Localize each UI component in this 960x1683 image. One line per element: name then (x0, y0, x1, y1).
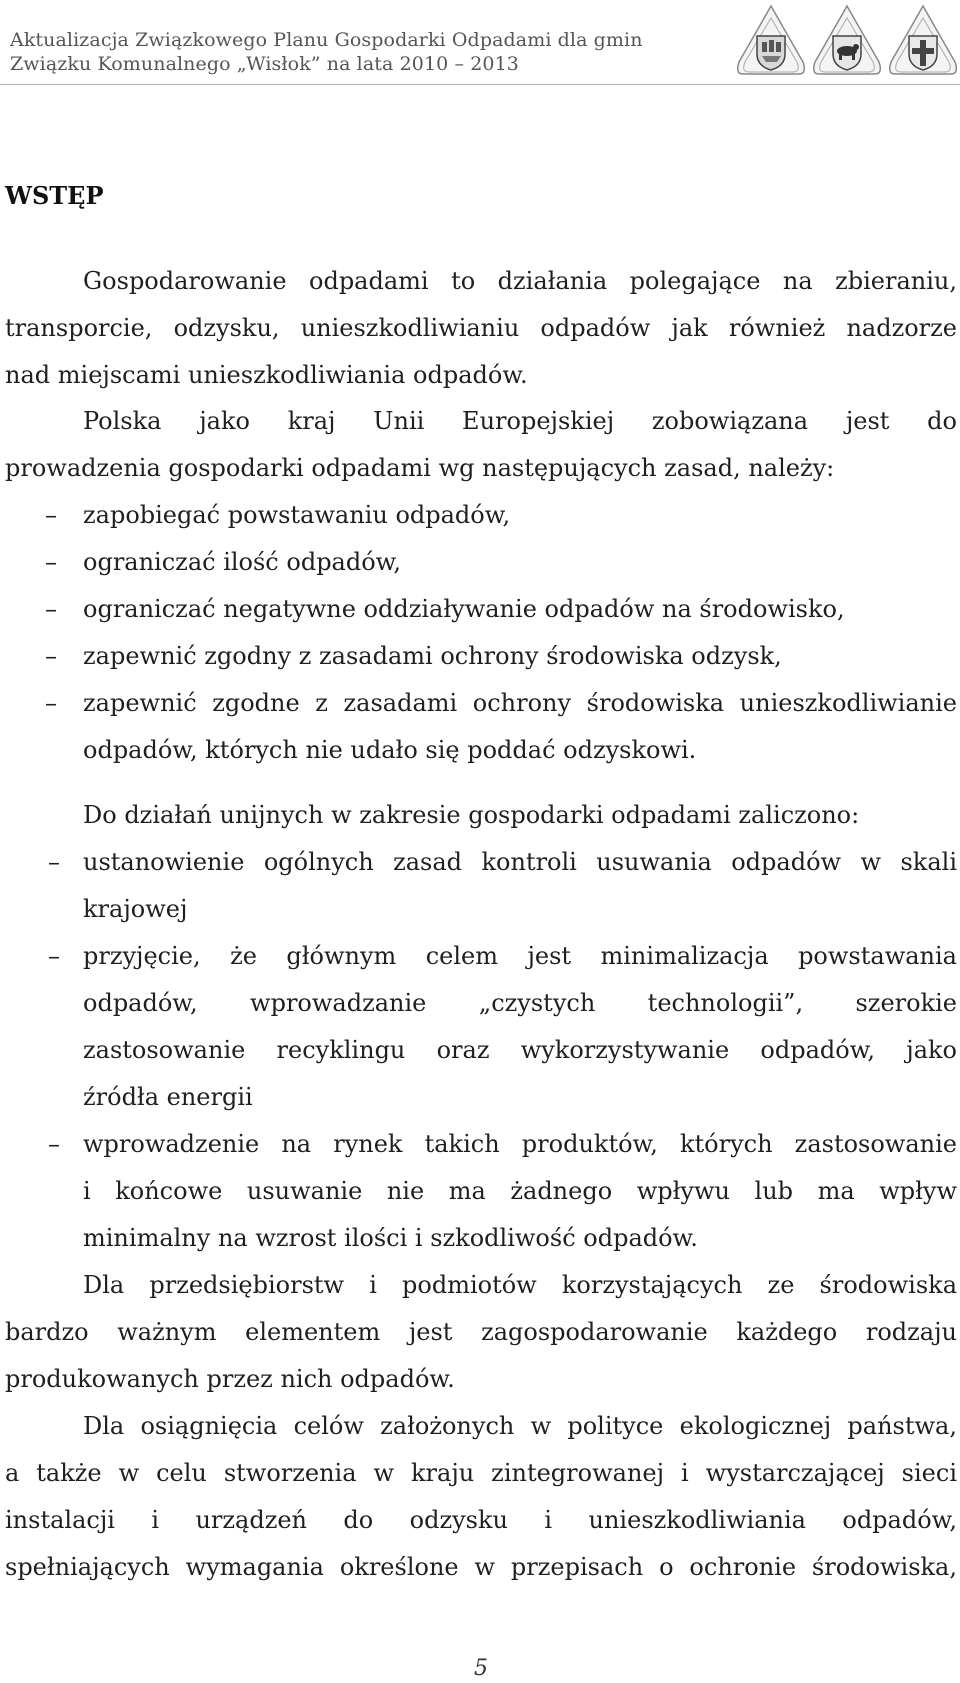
list2-item-3-line-3: minimalny na wzrost ilości i szkodliwość odpadów. (83, 1224, 698, 1252)
page-header (0, 0, 960, 85)
list2-item-1-line-1: ustanowienie ogólnych zasad kontroli usuwania odpadów w skali (83, 848, 957, 876)
header-title-line-1: Aktualizacja Związkowego Planu Gospodarki Odpadami dla gmin (10, 29, 643, 51)
paragraph-4-line-1: Dla przedsiębiorstw i podmiotów korzystających ze środowiska (83, 1271, 957, 1299)
list2-dash-3: – (48, 1130, 60, 1158)
list-item-5-line-2: odpadów, których nie udało się poddać odzyskowi. (83, 736, 697, 764)
list-item-1: zapobiegać powstawaniu odpadów, (83, 501, 511, 529)
list-dash-1: – (45, 501, 57, 529)
coat-of-arms-2-icon (814, 6, 881, 74)
paragraph-1-line-1: Gospodarowanie odpadami to działania polegające na zbieraniu, (83, 267, 957, 295)
list2-item-1-line-2: krajowej (83, 895, 188, 923)
list2-dash-1: – (48, 848, 60, 876)
list-dash-3: – (45, 595, 57, 623)
list2-dash-2: – (48, 942, 60, 970)
list-item-4: zapewnić zgodny z zasadami ochrony środowiska odzysk, (83, 642, 782, 670)
paragraph-1-line-2: transporcie, odzysku, unieszkodliwianiu odpadów jak również nadzorze (5, 314, 957, 342)
paragraph-4-line-3: produkowanych przez nich odpadów. (5, 1365, 455, 1393)
list-dash-4: – (45, 642, 57, 670)
paragraph-1-line-3: nad miejscami unieszkodliwiania odpadów. (5, 361, 528, 389)
paragraph-3-line-1: Do działań unijnych w zakresie gospodarki odpadami zaliczono: (83, 801, 860, 829)
paragraph-5-line-4: spełniających wymagania określone w przepisach o ochronie środowiska, (5, 1553, 957, 1581)
paragraph-4-line-2: bardzo ważnym elementem jest zagospodarowanie każdego rodzaju (5, 1318, 957, 1346)
crests-group (735, 2, 960, 82)
paragraph-5-line-2: a także w celu stworzenia w kraju zintegrowanej i wystarczającej sieci (5, 1459, 957, 1487)
paragraph-5-line-3: instalacji i urządzeń do odzysku i unieszkodliwiania odpadów, (5, 1506, 957, 1534)
coat-of-arms-1-icon (738, 6, 805, 74)
list-item-5-line-1: zapewnić zgodne z zasadami ochrony środowiska unieszkodliwianie (83, 689, 957, 717)
list2-item-3-line-2: i końcowe usuwanie nie ma żadnego wpływu lub ma wpływ (83, 1177, 957, 1205)
header-title-line-2: Związku Komunalnego „Wisłok” na lata 2010 – 2013 (10, 53, 519, 75)
list2-item-2-line-1: przyjęcie, że głównym celem jest minimalizacja powstawania (83, 942, 957, 970)
paragraph-2-line-1: Polska jako kraj Unii Europejskiej zobowiązana jest do (83, 407, 957, 435)
list2-item-2-line-2: odpadów, wprowadzanie „czystych technologii”, szerokie (83, 989, 957, 1017)
coat-of-arms-3-icon (890, 6, 957, 74)
list2-item-2-line-3: zastosowanie recyklingu oraz wykorzystywanie odpadów, jako (83, 1036, 957, 1064)
paragraph-5-line-1: Dla osiągnięcia celów założonych w polityce ekologicznej państwa, (83, 1412, 957, 1440)
list-item-2: ograniczać ilość odpadów, (83, 548, 401, 576)
list-item-3: ograniczać negatywne oddziaływanie odpadów na środowisko, (83, 595, 845, 623)
section-heading: WSTĘP (5, 181, 104, 210)
list2-item-3-line-1: wprowadzenie na rynek takich produktów, których zastosowanie (83, 1130, 957, 1158)
list2-item-2-line-4: źródła energii (83, 1083, 253, 1111)
document-title (10, 28, 643, 76)
paragraph-2-line-2: prowadzenia gospodarki odpadami wg następujących zasad, należy: (5, 454, 835, 482)
page-number: 5 (474, 1656, 488, 1681)
list-dash-2: – (45, 548, 57, 576)
list-dash-5: – (45, 689, 57, 717)
